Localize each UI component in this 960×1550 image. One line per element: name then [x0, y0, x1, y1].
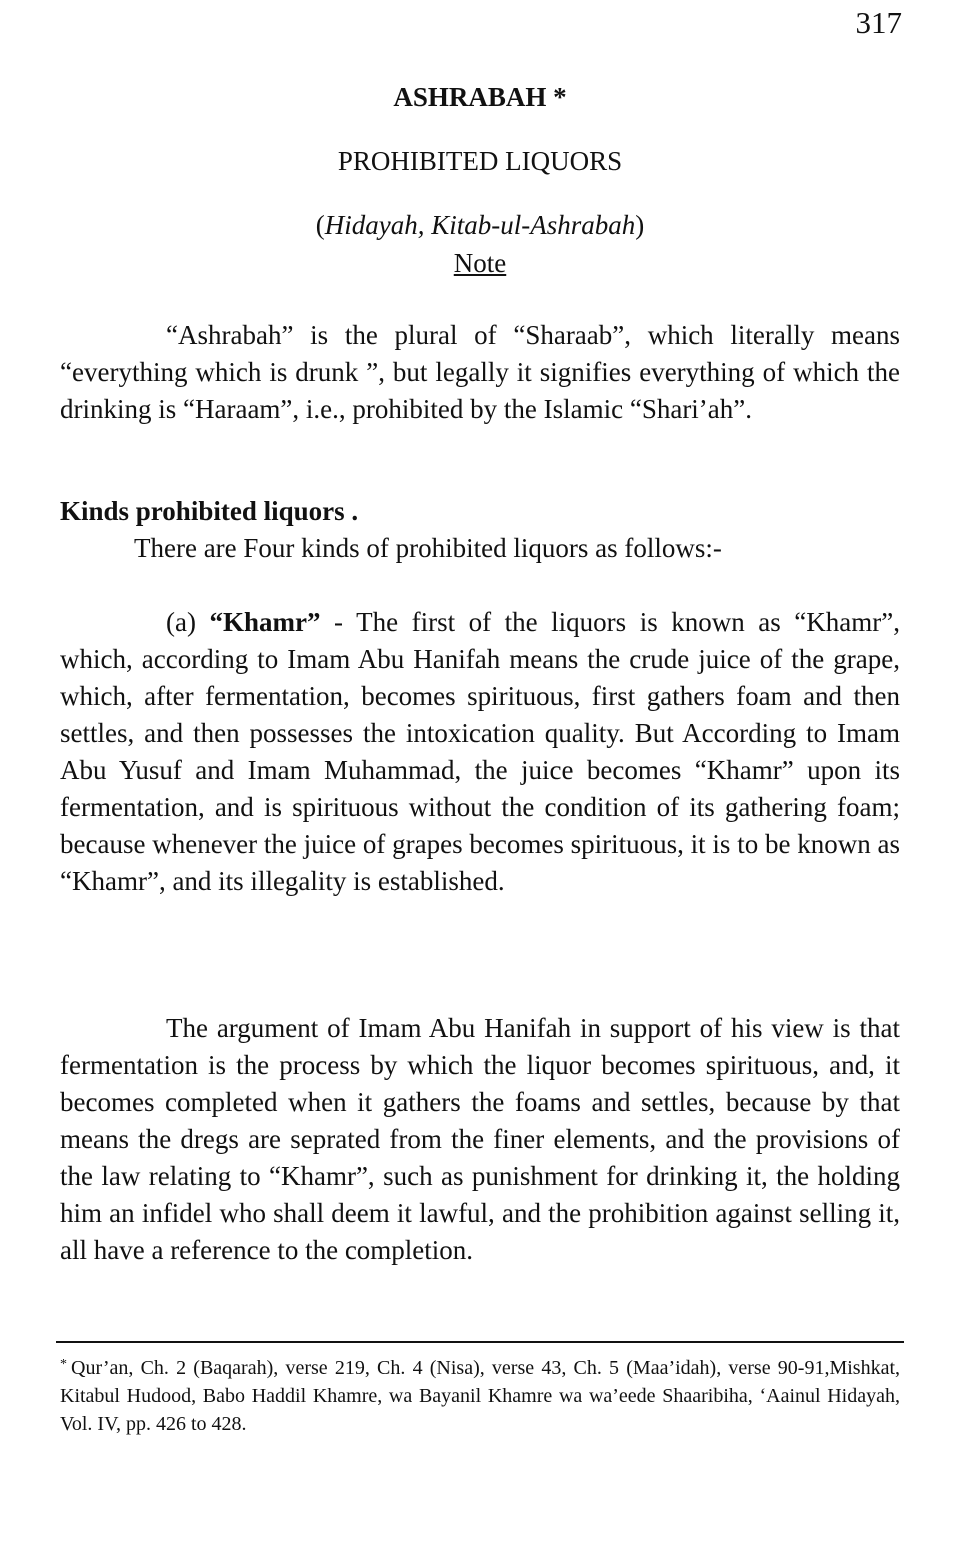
chapter-title: ASHRABAH *: [393, 82, 567, 112]
khamr-paragraph: [60, 604, 900, 900]
khamr-text: - The first of the liquors is known as “Khamr”, which, according to Imam Abu Hanifah means the crude juice of the grape, which, after fermentation, becomes spirituous, first gathers foam and then settles, and then possesses the intoxication quality. But According to Imam Abu Yusuf and Imam Muhammad, the juice becomes “Khamr” upon its fermentation, and is spirituous without the condition of its gathering foam; because whenever the juice of grapes becomes spirituous, it is to be known as “Khamr”, and its illegality is established.: [60, 607, 900, 896]
argument-paragraph: The argument of Imam Abu Hanifah in support of his view is that fermentation is the process by which the liquor becomes spirituous, and, it becomes completed when it gathers the foams and settles, because by that means the dregs are seprated from the finer elements, and the provisions of the law relating to “Khamr”, such as punishment for drinking it, the holding him an infidel who shall deem it lawful, and the prohibition against selling it, all have a reference to the completion.: [60, 1013, 900, 1265]
footnote-text: Qur’an, Ch. 2 (Baqarah), verse 219, Ch. 4 (Nisa), verse 43, Ch. 5 (Maa’idah), verse 90-91,Mishkat, Kitabul Hudood, Babo Haddil Khamre, wa Bayanil Khamre wa wa’eede Shaaribiha, ‘Aainul Hidayah, Vol. IV, pp. 426 to 428.: [60, 1357, 900, 1435]
section-intro: There are Four kinds of prohibited liquors as follows:-: [134, 533, 722, 563]
source-reference: [0, 210, 960, 240]
chapter-subtitle: PROHIBITED LIQUORS: [337, 146, 623, 176]
footnote-marker: *: [60, 1357, 67, 1372]
definition-paragraph: “Ashrabah” is the plural of “Sharaab”, which literally means “everything which is drunk ”, but legally it signifies everything of which the drinking is “Haraam”, i.e., prohibited by the Islamic “Shari’ah”.: [60, 320, 900, 424]
khamr-term: “Khamr”: [209, 607, 321, 637]
footnote: [60, 1351, 900, 1438]
source-title: Hidayah, Kitab-ul-Ashrabah: [324, 210, 636, 240]
note-label-text: Note: [453, 248, 507, 278]
source-open-paren: (: [315, 210, 325, 240]
source-close-paren: ): [635, 210, 645, 240]
section-heading: Kinds prohibited liquors .: [60, 496, 359, 526]
khamr-prefix: (a): [166, 607, 210, 637]
note-label: [0, 248, 960, 278]
footnote-divider: [56, 1341, 904, 1343]
page-number: 317: [855, 5, 902, 40]
